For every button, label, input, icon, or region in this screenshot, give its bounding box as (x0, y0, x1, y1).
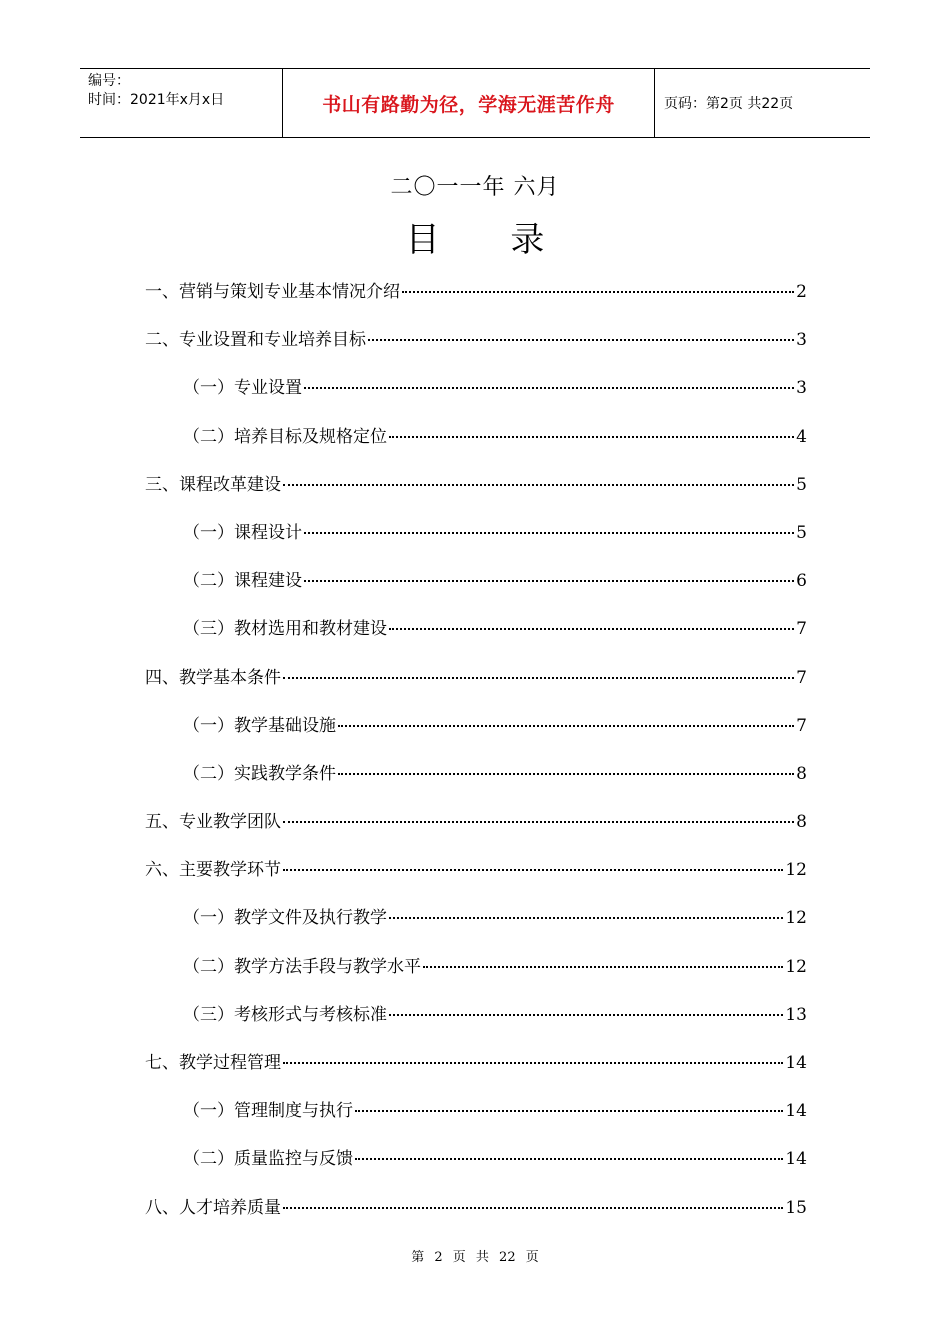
toc-leader-dots (402, 291, 794, 293)
toc-leader-dots (283, 1062, 783, 1064)
toc-entry-page: 7 (796, 667, 807, 688)
toc-entry[interactable] (145, 565, 807, 613)
page-footer: 第 2 页 共 22 页 (411, 1250, 539, 1265)
toc-leader-dots (368, 339, 794, 341)
toc-entry-label: 四、教学基本条件 (145, 667, 281, 688)
toc-entry[interactable] (145, 372, 807, 420)
toc-entry[interactable] (145, 999, 807, 1047)
toc-leader-dots (355, 1158, 783, 1160)
number-label: 编号： (88, 73, 130, 89)
toc-leader-dots (389, 436, 794, 438)
toc-entry[interactable] (145, 1192, 807, 1240)
toc-entry-page: 7 (796, 619, 807, 640)
toc-entry[interactable] (145, 1143, 807, 1191)
toc-entry-page: 8 (796, 812, 807, 833)
toc-entry-label: 三、课程改革建设 (145, 474, 281, 495)
toc-entry[interactable] (145, 710, 807, 758)
toc-leader-dots (304, 532, 794, 534)
toc-entry-page: 12 (785, 908, 807, 929)
toc-leader-dots (283, 1207, 783, 1209)
toc-entry-page: 15 (785, 1197, 807, 1218)
toc-leader-dots (389, 1014, 783, 1016)
toc-leader-dots (304, 387, 794, 389)
toc-entry[interactable] (145, 854, 807, 902)
toc-entry[interactable] (145, 469, 807, 517)
toc-entry[interactable] (145, 951, 807, 999)
toc-entry-page: 14 (785, 1149, 807, 1170)
header-page-info: 页码：第2页 共22页 (664, 96, 794, 112)
date-line: 二〇一一年 六月 (390, 175, 560, 200)
toc-entry-page: 6 (796, 571, 807, 592)
toc-entry-page: 12 (785, 956, 807, 977)
toc-leader-dots (283, 677, 794, 679)
time-label: 时间：2021年x月x日 (88, 92, 225, 108)
toc-entry-page: 5 (796, 522, 807, 543)
page-header (80, 68, 870, 138)
toc-entry-label: （二）质量监控与反馈 (183, 1149, 353, 1170)
toc-entry-label: （一）教学基础设施 (183, 715, 336, 736)
toc-leader-dots (338, 773, 794, 775)
toc-entry-page: 5 (796, 474, 807, 495)
toc-entry-label: （三）教材选用和教材建设 (183, 619, 387, 640)
toc-entry-page: 4 (796, 426, 807, 447)
toc-entry-label: （一）教学文件及执行教学 (183, 908, 387, 929)
toc-entry-label: （二）课程建设 (183, 571, 302, 592)
toc-entry-page: 13 (785, 1004, 807, 1025)
toc-entry-label: （二）教学方法手段与教学水平 (183, 956, 421, 977)
toc-entry[interactable] (145, 806, 807, 854)
toc-leader-dots (304, 580, 794, 582)
toc-entry-label: 二、专业设置和专业培养目标 (145, 330, 366, 351)
toc-entry[interactable] (145, 1047, 807, 1095)
header-divider (654, 69, 655, 137)
toc-entry-label: 六、主要教学环节 (145, 860, 281, 881)
toc-title: 目 录 (405, 220, 575, 260)
toc-entry[interactable] (145, 613, 807, 661)
toc-leader-dots (283, 821, 794, 823)
toc-entry[interactable] (145, 324, 807, 372)
toc-entry-page: 7 (796, 715, 807, 736)
toc-leader-dots (423, 966, 783, 968)
toc-entry-page: 3 (796, 330, 807, 351)
toc-entry[interactable] (145, 662, 807, 710)
toc-entry-label: 五、专业教学团队 (145, 812, 281, 833)
toc-entry-label: 七、教学过程管理 (145, 1053, 281, 1073)
toc-entry-label: （一）专业设置 (183, 378, 302, 399)
toc-leader-dots (389, 917, 783, 919)
toc-entry-label: 八、人才培养质量 (145, 1197, 281, 1218)
header-meta (88, 72, 278, 110)
toc-entry-page: 3 (796, 378, 807, 399)
header-motto: 书山有路勤为径，学海无涯苦作舟 (322, 93, 615, 116)
toc-entry-label: （一）管理制度与执行 (183, 1101, 353, 1122)
toc-entry-page: 2 (796, 282, 807, 302)
toc-leader-dots (283, 869, 783, 871)
toc-entry[interactable] (145, 421, 807, 469)
toc-entry-label: （三）考核形式与考核标准 (183, 1004, 387, 1025)
toc-leader-dots (338, 725, 794, 727)
toc-entry-label: 一、营销与策划专业基本情况介绍 (145, 282, 400, 302)
toc-entry[interactable] (145, 517, 807, 565)
toc-entry-page: 14 (785, 1101, 807, 1122)
toc-entry[interactable] (145, 1095, 807, 1143)
toc-entry-label: （二）实践教学条件 (183, 763, 336, 784)
toc-entry-page: 8 (796, 763, 807, 784)
toc-entry-label: （一）课程设计 (183, 522, 302, 543)
toc-entry-page: 14 (785, 1053, 807, 1073)
toc-leader-dots (389, 628, 794, 630)
table-of-contents (145, 276, 807, 1240)
toc-entry[interactable] (145, 902, 807, 950)
toc-leader-dots (283, 484, 794, 486)
toc-leader-dots (355, 1110, 783, 1112)
toc-entry[interactable] (145, 276, 807, 324)
toc-entry-label: （二）培养目标及规格定位 (183, 426, 387, 447)
toc-entry[interactable] (145, 758, 807, 806)
toc-entry-page: 12 (785, 860, 807, 881)
